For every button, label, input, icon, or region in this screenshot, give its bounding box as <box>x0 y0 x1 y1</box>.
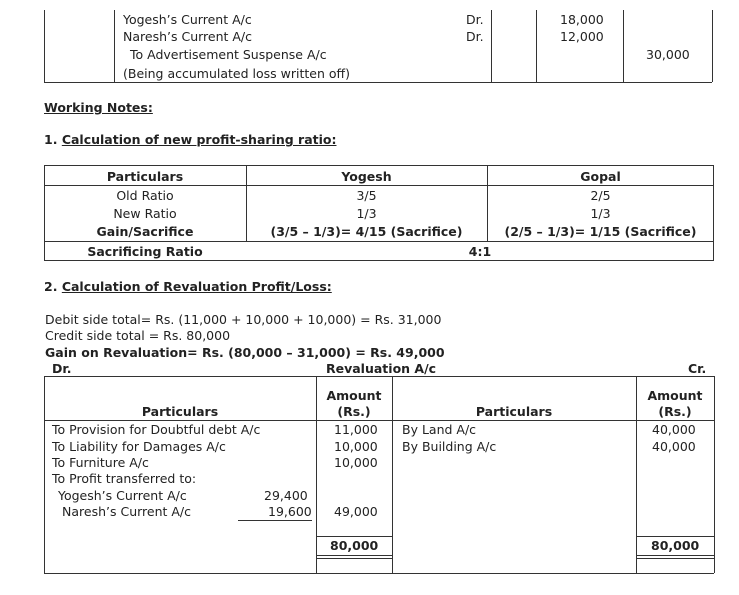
journal-line-3: To Advertisement Suspense A/c <box>130 47 327 62</box>
ratio-header-gopal: Gopal <box>580 169 621 184</box>
profit-item: Naresh’s Current A/c <box>62 504 192 519</box>
credit-side-total: Credit side total = Rs. 80,000 <box>45 328 231 343</box>
credit-item: By Building A/c <box>402 439 497 454</box>
debit-particulars-header: Particulars <box>141 404 219 419</box>
ratio-header-particulars: Particulars <box>106 169 184 184</box>
credit-amount-header: Amount <box>647 388 703 403</box>
sacrificing-ratio-value: 4:1 <box>468 244 492 259</box>
ratio-row-label: New Ratio <box>113 206 177 221</box>
journal-line-2: Naresh’s Current A/c <box>123 29 253 44</box>
credit-amount: 40,000 <box>652 439 696 454</box>
journal-line-3-credit: 30,000 <box>646 47 690 62</box>
ratio-header-yogesh: Yogesh <box>341 169 392 184</box>
journal-line-1-side: Dr. <box>466 12 484 27</box>
journal-line-2-debit: 12,000 <box>560 29 604 44</box>
note2-heading <box>44 279 332 294</box>
debit-amount: 11,000 <box>334 422 378 437</box>
credit-amount: 40,000 <box>652 422 696 437</box>
debit-item: To Provision for Doubtful debt A/c <box>52 422 261 437</box>
ratio-row-value: 1/3 <box>356 206 377 221</box>
ratio-row-value: 3/5 <box>356 188 377 203</box>
credit-amount-header-unit: (Rs.) <box>658 404 692 419</box>
journal-line-1: Yogesh’s Current A/c <box>123 12 252 27</box>
debit-amount-header-unit: (Rs.) <box>337 404 371 419</box>
note1-number: 1. <box>44 132 58 147</box>
profit-total: 49,000 <box>334 504 378 519</box>
profit-item: Yogesh’s Current A/c <box>58 488 187 503</box>
ratio-row-value: 2/5 <box>590 188 611 203</box>
profit-amount: 29,400 <box>264 488 308 503</box>
profit-transfer-label: To Profit transferred to: <box>52 471 197 486</box>
ratio-row-value: (2/5 – 1/3)= 1/15 (Sacrifice) <box>504 224 697 239</box>
account-dr: Dr. <box>52 361 72 376</box>
debit-side-total: Debit side total= Rs. (11,000 + 10,000 + 10,000) = Rs. 31,000 <box>45 312 442 327</box>
account-title: Revaluation A/c <box>326 361 437 376</box>
journal-line-2-side: Dr. <box>466 29 484 44</box>
account-cr: Cr. <box>688 361 707 376</box>
debit-item: To Liability for Damages A/c <box>52 439 226 454</box>
debit-amount: 10,000 <box>334 439 378 454</box>
note1-title: Calculation of new profit-sharing ratio: <box>61 132 337 147</box>
credit-item: By Land A/c <box>402 422 477 437</box>
ratio-row-value: 1/3 <box>590 206 611 221</box>
ratio-row-label: Gain/Sacrifice <box>96 224 194 239</box>
credit-particulars-header: Particulars <box>475 404 553 419</box>
credit-total: 80,000 <box>651 538 700 553</box>
revaluation-gain: Gain on Revaluation= Rs. (80,000 – 31,000) = Rs. 49,000 <box>45 345 445 360</box>
sacrificing-ratio-label: Sacrificing Ratio <box>87 244 203 259</box>
profit-amount: 19,600 <box>268 504 312 519</box>
working-notes-heading: Working Notes: <box>44 100 153 115</box>
journal-line-1-debit: 18,000 <box>560 12 604 27</box>
note1-heading <box>44 132 336 147</box>
journal-narration: (Being accumulated loss written off) <box>123 66 350 81</box>
note2-number: 2. <box>44 279 58 294</box>
debit-amount-header: Amount <box>326 388 382 403</box>
debit-amount: 10,000 <box>334 455 378 470</box>
debit-total: 80,000 <box>330 538 379 553</box>
ratio-row-label: Old Ratio <box>116 188 174 203</box>
note2-title: Calculation of Revaluation Profit/Loss: <box>61 279 332 294</box>
debit-item: To Furniture A/c <box>52 455 149 470</box>
ratio-row-value: (3/5 – 1/3)= 4/15 (Sacrifice) <box>270 224 463 239</box>
